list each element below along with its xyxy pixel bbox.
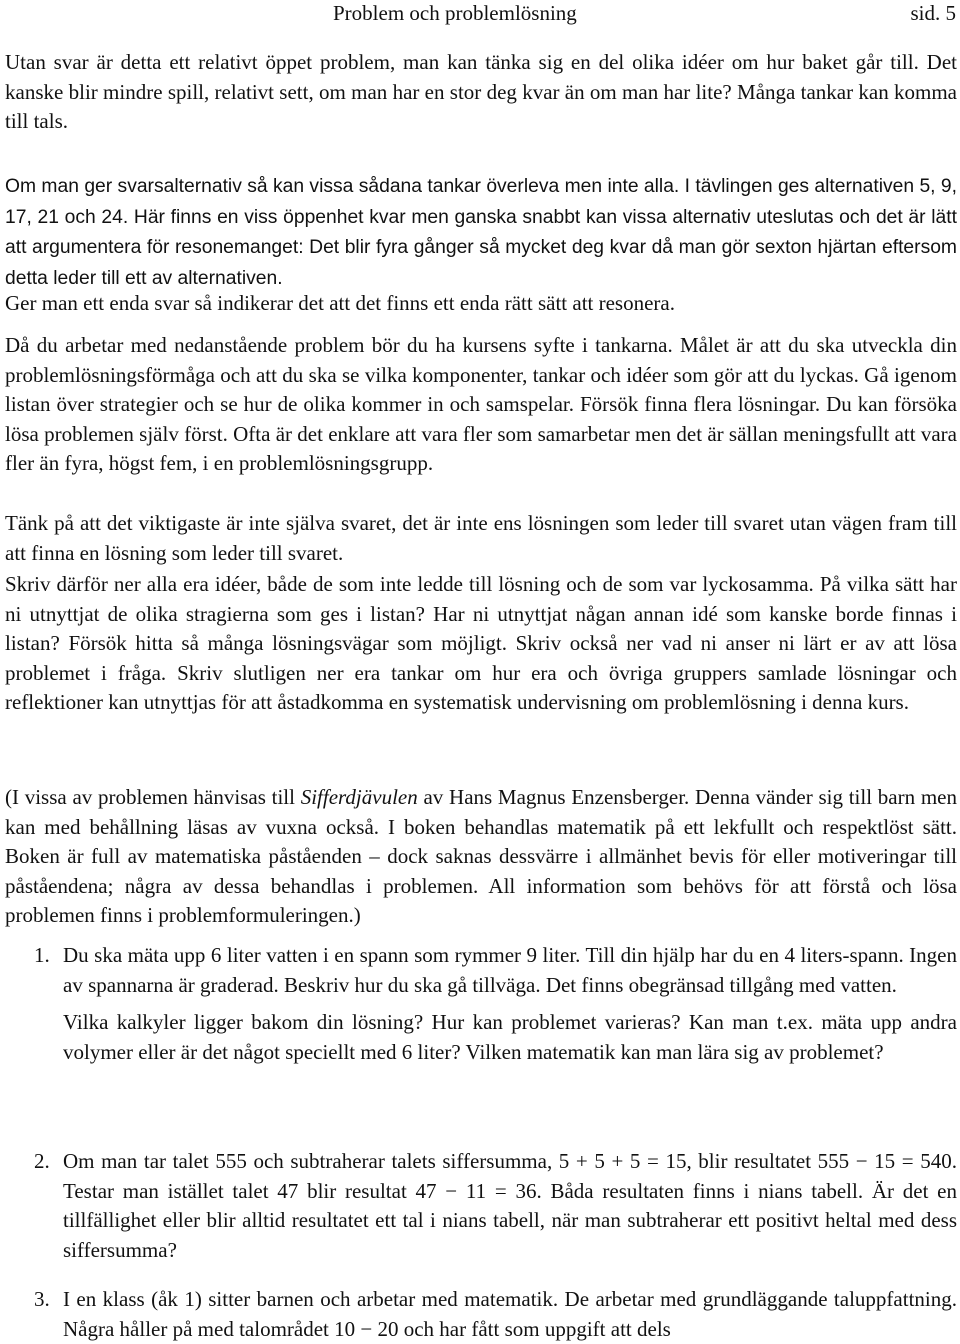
paragraph-intro [5,48,957,137]
paragraph-sifferdjavulen-after: av Hans Magnus Enzensberger. Denna vänder sig till barn men kan med behållning läsas av vuxna också. I boken behandlas matematik på ett lekfullt och respektlöst sätt. Boken är full av matematiska påståenden – dock saknas dessvärre i allmänhet bevis för eller motiveringar till påståendena; några av dessa behandlas i problemen. All information som behövs för att förstå och lösa problemen finns i problemformuleringen.) [5,785,957,928]
paragraph-write-ideas-text: Skriv därför ner alla era idéer, både de som inte ledde till lösning och de som var lyckosamma. På vilka sätt har ni utnyttjat de olika stragierna som ges i listan? Har ni utnyttjat någan annan idé som kanske borde finnas i listan? Försök hitta så många lösningsvägar som möjligt. Skriv också ner vad ni anser ni lärt er av att lösa problemet i fråga. Skriv slutligen ner era tankar om hur era och övriga gruppers samlade lösningar och reflektioner kan utnyttjas för att åstadkomma en systematisk undervisning om problemlösning i denna kurs. [5,572,957,715]
problem-1-text: Du ska mäta upp 6 liter vatten i en spann som rymmer 9 liter. Till din hjälp har du en 4 liters-spann. Ingen av spannarna är graderad. Beskriv hur du ska gå tillväga. Det finns obegränsad tillgång med vatten. [63,943,957,997]
paragraph-intro-text: Utan svar är detta ett relativt öppet problem, man kan tänka sig en del olika idéer om hur baket går till. Det kanske blir mindre spill, relativt sett, om man har en stor deg kvar än om man har lite? Många tankar kan komma till tals. [5,50,957,134]
problem-number-1: 1. [34,943,50,967]
problem-1-followup: Vilka kalkyler ligger bakom din lösning? Hur kan problemet varieras? Kan man t.ex. mäta upp andra volymer eller är det något speciellt med 6 liter? Vilken matematik kan man lära sig av problemet? [63,1010,957,1064]
page-number: sid. 5 [910,1,956,25]
header-title: Problem och problemlösning [333,1,577,25]
problem-2 [63,1147,957,1265]
problem-1 [63,941,957,1067]
paragraph-write-ideas [5,570,957,718]
paragraph-course-purpose-text: Då du arbetar med nedanstående problem bör du ha kursens syfte i tankarna. Målet är att du ska utveckla din problemlösningsförmåga och att du ska se vilka komponenter, tankar och idéer som gör att du lyckas. Gå igenom listan över strategier och se hur de olika kommer in och samspelar. Försök finna flera lösningar. Du kan försöka lösa problemen själv först. Ofta är det enklare att vara fler som samarbetar men det är sällan meningsfullt att vara fler än fyra, högst fem, i en problemlösningsgrupp. [5,333,957,476]
paragraph-single-answer [5,289,957,319]
problem-3 [63,1285,957,1344]
paragraph-answer-options [5,171,957,293]
paragraph-single-answer-text: Ger man ett enda svar så indikerar det att det finns ett enda rätt sätt att resonera. [5,291,675,315]
problem-number-2: 2. [34,1149,50,1173]
book-title: Sifferdjävulen [300,785,418,809]
problem-3-text: I en klass (åk 1) sitter barnen och arbetar med matematik. De arbetar med grundläggande taluppfattning. Några håller på med talområdet 10 − 20 och har fått som uppgift att dels [63,1287,957,1341]
paragraph-answer-options-sans: Om man ger svarsalternativ så kan vissa sådana tankar överleva men inte alla. I tävlingen ges alternativen 5, 9, 17, 21 och 24. [5,176,957,228]
paragraph-most-important-text: Tänk på att det viktigaste är inte själva svaret, det är inte ens lösningen som leder till svaret utan vägen fram till att finna en lösning som leder till svaret. [5,511,957,565]
paragraph-sifferdjavulen-before: (I vissa av problemen hänvisas till [5,785,301,809]
paragraph-most-important [5,509,957,568]
page-header [0,0,960,26]
problem-2-text: Om man tar talet 555 och subtraherar talets siffersumma, 5 + 5 + 5 = 15, blir resultatet 555 − 15 = 540. Testar man istället talet 47 blir resultat 47 − 11 = 36. Båda resultaten finns i nians tabell. Är det en tillfällighet eller blir alltid resultatet ett tal i nians tabell, när man subtraherar ett positivt heltal med dess siffersumma? [63,1149,957,1262]
paragraph-answer-options-text: Här finns en viss öppenhet kvar men ganska snabbt kan vissa alternativ uteslutas och det är lätt att argumentera för resonemanget: Det blir fyra gånger så mycket deg kvar då man gör sexton hjärtan eftersom detta leder till ett av alternativen. [5,206,957,289]
paragraph-sifferdjavulen [5,783,957,931]
paragraph-course-purpose [5,331,957,479]
problem-number-3: 3. [34,1287,50,1311]
